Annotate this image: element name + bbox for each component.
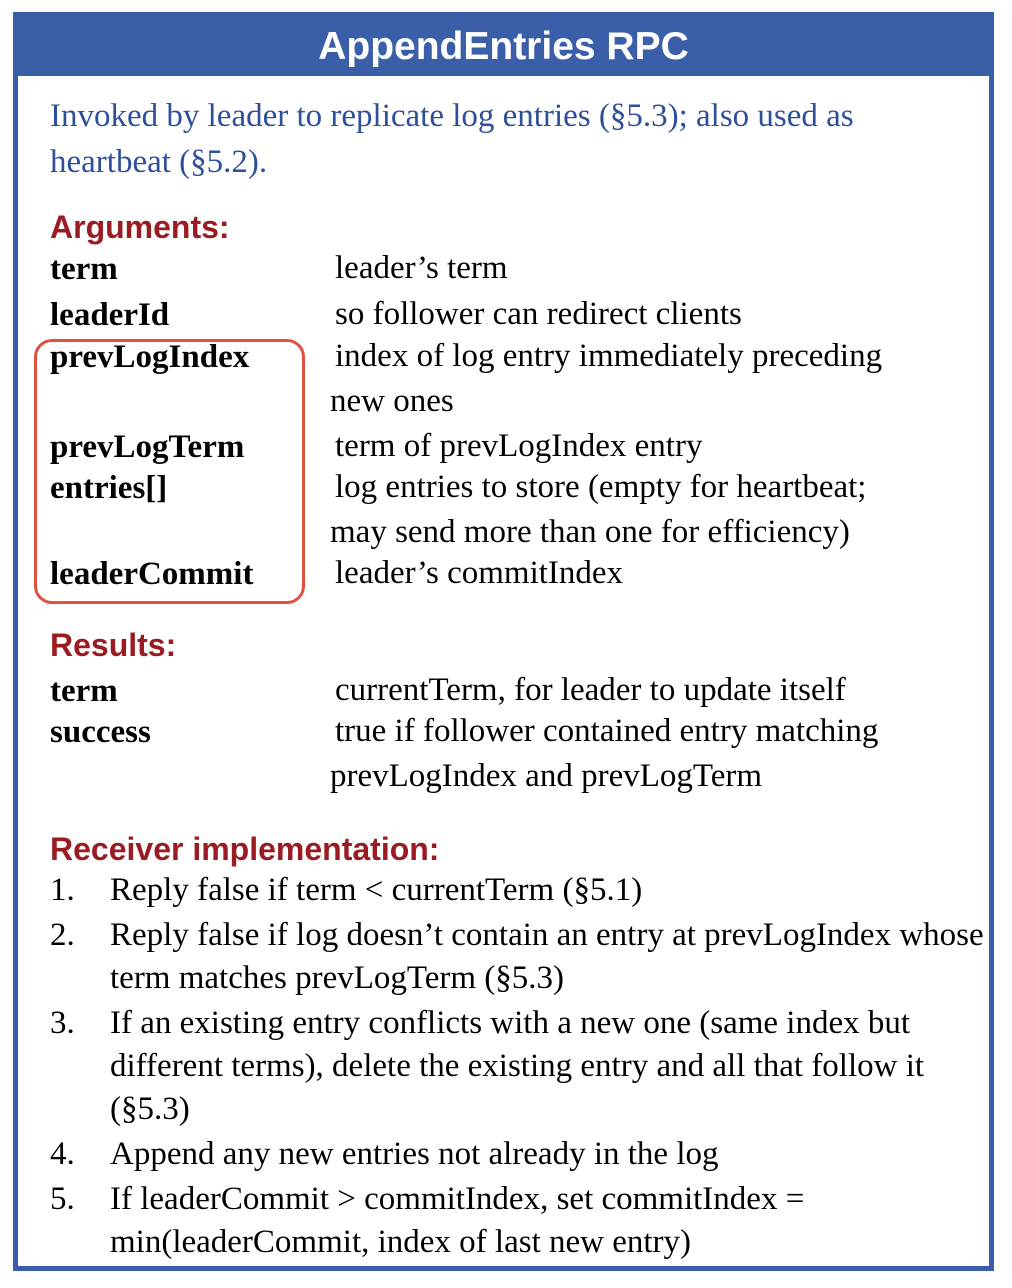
result-name-term: term <box>50 673 118 709</box>
step-item <box>50 1002 985 1131</box>
step-item <box>50 1178 985 1264</box>
arg-desc-leadercommit-text: leader’s commitIndex <box>335 555 624 591</box>
intro-text: Invoked by leader to replicate log entries (§5.3); also used as heartbeat (§5.2). <box>50 98 854 180</box>
result-desc-term-text: currentTerm, for leader to update itself <box>335 672 846 708</box>
step-number: 1. <box>50 872 75 908</box>
arg-desc-term <box>335 246 975 291</box>
arg-name-prevlogindex: prevLogIndex <box>50 339 250 375</box>
result-desc-success <box>330 709 975 799</box>
rpc-card <box>13 12 994 1271</box>
arg-desc-term-text: leader’s term <box>335 250 508 286</box>
arg-name-leadercommit: leaderCommit <box>50 556 254 592</box>
step-text: If leaderCommit > commitIndex, set commitIndex = min(leaderCommit, index of last new entry) <box>110 1181 805 1260</box>
arg-desc-prevlogindex <box>330 334 975 424</box>
step-text: If an existing entry conflicts with a new one (same index but different terms), delete the existing entry and all that follow it (§5.3) <box>110 1005 925 1127</box>
arg-desc-prevlogindex-text: index of log entry immediately preceding <box>335 338 883 374</box>
result-name-success: success <box>50 714 151 750</box>
arg-name-entries: entries[] <box>50 470 168 506</box>
step-text: Reply false if term < currentTerm (§5.1) <box>110 872 643 908</box>
step-number: 5. <box>50 1181 75 1217</box>
arg-desc-entries-cont: may send more than one for efficiency) <box>330 514 850 550</box>
card-title: AppendEntries RPC <box>18 17 989 76</box>
arg-desc-leaderid <box>335 292 975 337</box>
result-desc-success-cont: prevLogIndex and prevLogTerm <box>330 758 763 794</box>
arg-desc-prevlogterm <box>335 424 975 469</box>
step-item <box>50 914 985 1000</box>
arg-desc-leadercommit <box>335 551 975 596</box>
arg-name-leaderid: leaderId <box>50 297 170 333</box>
step-number: 4. <box>50 1136 75 1172</box>
result-desc-term <box>335 668 975 713</box>
receiver-steps <box>50 869 985 1266</box>
results-heading: Results: <box>50 627 177 663</box>
step-number: 3. <box>50 1005 75 1041</box>
arguments-heading: Arguments: <box>50 209 230 245</box>
step-item <box>50 869 985 912</box>
arg-name-term: term <box>50 251 118 287</box>
step-text: Append any new entries not already in the log <box>110 1136 719 1172</box>
highlight-box <box>34 339 305 604</box>
receiver-heading: Receiver implementation: <box>50 831 440 867</box>
step-text: Reply false if log doesn’t contain an entry at prevLogIndex whose term matches prevLogTerm (§5.3) <box>110 917 984 996</box>
arg-desc-entries-text: log entries to store (empty for heartbeat; <box>335 469 867 505</box>
arg-desc-leaderid-text: so follower can redirect clients <box>335 296 742 332</box>
result-desc-success-text: true if follower contained entry matching <box>335 713 879 749</box>
step-number: 2. <box>50 917 75 953</box>
arg-desc-entries <box>330 465 975 555</box>
arg-desc-prevlogindex-cont: new ones <box>330 383 454 419</box>
step-item <box>50 1133 985 1176</box>
arg-desc-prevlogterm-text: term of prevLogIndex entry <box>335 428 703 464</box>
arg-name-prevlogterm: prevLogTerm <box>50 429 245 465</box>
